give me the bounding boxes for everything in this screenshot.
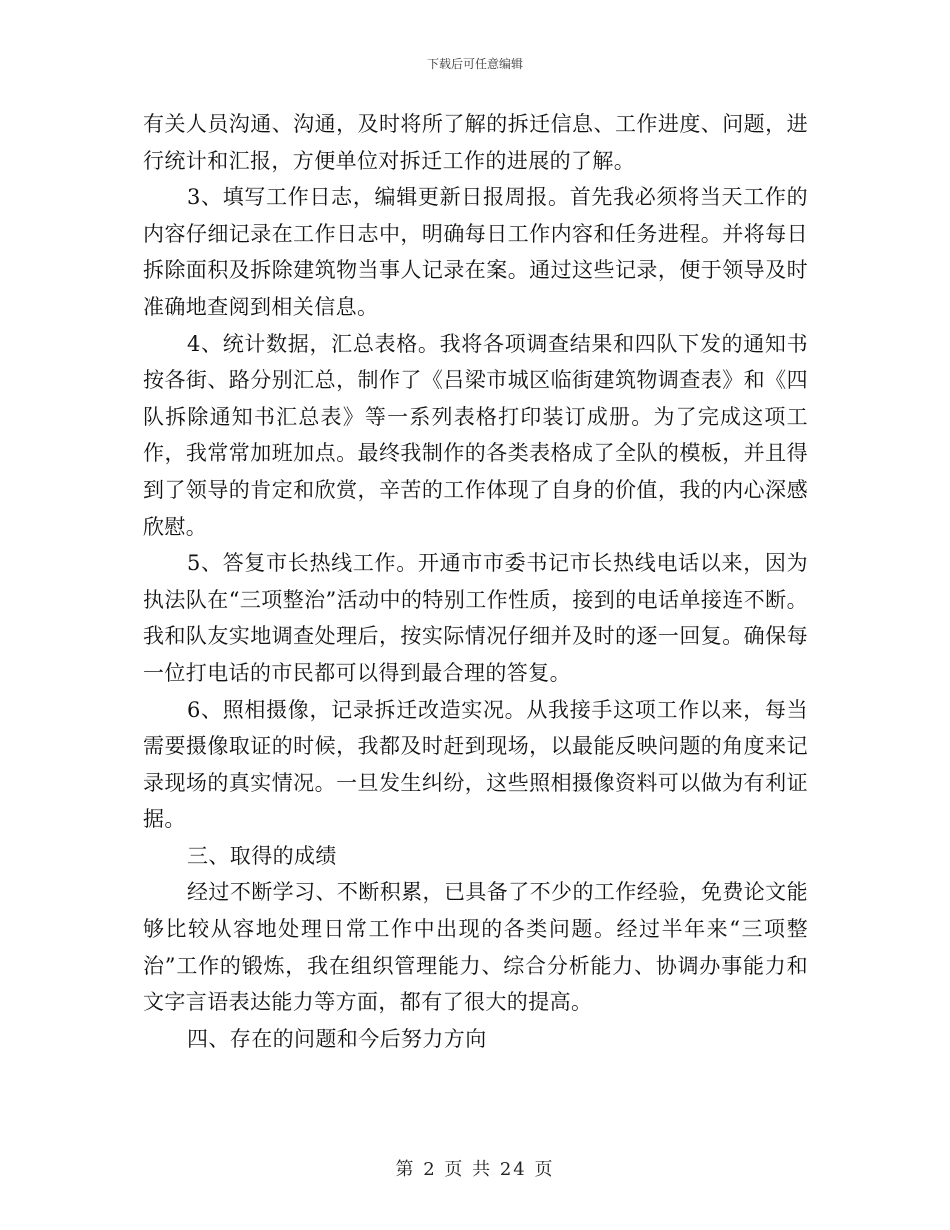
paragraph: 有关人员沟通、沟通，及时将所了解的拆迁信息、工作进度、问题，进行统计和汇报，方便单位对拆迁工作的进展的了解。 xyxy=(143,112,808,173)
paragraph: 5、答复市长热线工作。开通市市委书记市长热线电话以来，因为执法队在“三项整治”活动中的特别工作性质，接到的电话单接连不断。我和队友实地调查处理后，按实际情况仔细并及时的逐一回复。确保每一位打电话的市民都可以得到最合理的答复。 xyxy=(143,551,808,685)
section-heading: 三、取得的成绩 xyxy=(187,843,337,868)
document-body xyxy=(143,106,808,1057)
paragraph: 3、填写工作日志，编辑更新日报周报。首先我必须将当天工作的内容仔细记录在工作日志中，明确每日工作内容和任务进程。并将每日拆除面积及拆除建筑物当事人记录在案。通过这些记录，便于领导及时准确地查阅到相关信息。 xyxy=(143,185,808,319)
paragraph: 6、照相摄像，记录拆迁改造实况。从我接手这项工作以来，每当需要摄像取证的时候，我都及时赶到现场，以最能反映问题的角度来记录现场的真实情况。一旦发生纠纷，这些照相摄像资料可以做为有利证据。 xyxy=(143,697,808,832)
section-heading: 四、存在的问题和今后努力方向 xyxy=(187,1026,487,1051)
page-number-footer: 第 2 页 共 24 页 xyxy=(395,1159,555,1180)
page-header: 下载后可任意编辑 xyxy=(426,57,523,71)
paragraph: 经过不断学习、不断积累，已具备了不少的工作经验，免费论文能够比较从容地处理日常工作中出现的各类问题。经过半年来“三项整治”工作的锻炼，我在组织管理能力、综合分析能力、协调办事能力和文字言语表达能力等方面，都有了很大的提高。 xyxy=(143,880,808,1015)
paragraph: 4、统计数据，汇总表格。我将各项调查结果和四队下发的通知书按各街、路分别汇总，制作了《吕梁市城区临街建筑物调查表》和《四队拆除通知书汇总表》等一系列表格打印装订成册。为了完成这项工作，我常常加班加点。最终我制作的各类表格成了全队的模板，并且得到了领导的肯定和欣赏，辛苦的工作体现了自身的价值，我的内心深感欣慰。 xyxy=(143,331,808,539)
